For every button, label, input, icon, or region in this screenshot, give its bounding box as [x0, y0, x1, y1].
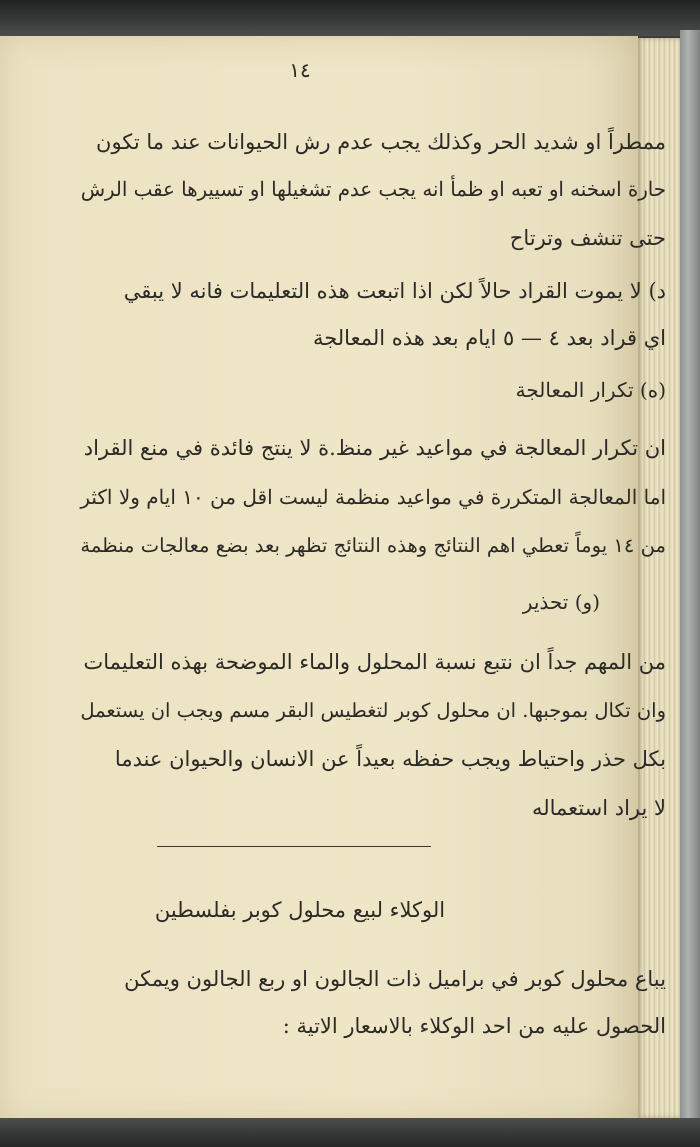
- text-line-1: ممطراً او شديد الحر وكذلك يجب عدم رش الحيوانات عند ما تكون: [96, 130, 666, 154]
- scan-background-bottom: [0, 1118, 700, 1147]
- section-heading-repeat: (ه) تكرار المعالجة: [515, 378, 666, 402]
- text-line-11: بكل حذر واحتياط ويجب حفظه بعيداً عن الانسان والحيوان عندما: [114, 747, 666, 771]
- text-line-10: وان تكال بموجبها. ان محلول كوبر لتغطيس البقر مسم ويجب ان يستعمل: [80, 699, 666, 722]
- text-line-8: من ١٤ يوماً تعطي اهم النتائج وهذه النتائج تظهر بعد بضع معالجات منظمة: [80, 534, 666, 557]
- agents-heading: الوكلاء لبيع محلول كوبر بفلسطين: [154, 898, 446, 922]
- text-line-5: اي قراد بعد ٤ — ٥ ايام بعد هذه المعالجة: [312, 326, 666, 350]
- scan-background-top: [0, 0, 700, 36]
- text-line-3: حتى تنشف وترتاح: [509, 226, 666, 250]
- text-line-4: د) لا يموت القراد حالاً لكن اذا اتبعت هذه التعليمات فانه لا يبقي: [123, 279, 666, 303]
- text-line-9: من المهم جداً ان نتبع نسبة المحلول والماء الموضحة بهذه التعليمات: [83, 650, 666, 674]
- text-line-6: ان تكرار المعالجة في مواعيد غير منظ.ة لا ينتج فائدة في منع القراد: [83, 436, 666, 460]
- page-number: ١٤: [289, 58, 311, 82]
- horizontal-rule: [157, 846, 431, 847]
- text-line-13: يباع محلول كوبر في براميل ذات الجالون او ربع الجالون ويمكن: [124, 967, 666, 991]
- text-line-7: اما المعالجة المتكررة في مواعيد منظمة ليست اقل من ١٠ ايام ولا اكثر: [80, 485, 666, 509]
- text-line-14: الحصول عليه من احد الوكلاء بالاسعار الاتية :: [282, 1014, 666, 1038]
- book-cover-edge: [680, 30, 700, 1122]
- text-line-2: حارة اسخنه او تعبه او ظمأ انه يجب عدم تشغيلها او تسييرها عقب الرش: [80, 178, 666, 201]
- text-line-12: لا يراد استعماله: [531, 796, 666, 820]
- section-heading-warning: (و) تحذير: [522, 590, 600, 614]
